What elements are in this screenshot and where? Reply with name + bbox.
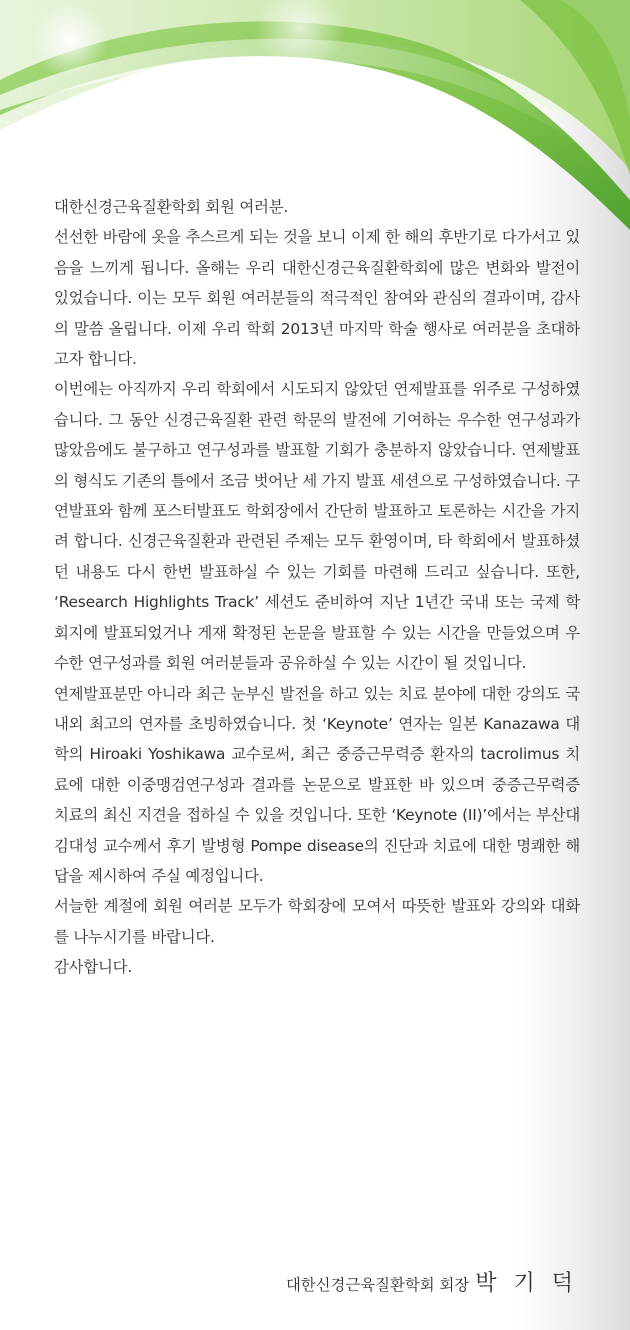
letter-salutation: 대한신경근육질환학회 회원 여러분. [54,198,289,216]
letter-paragraph: 연제발표분만 아니라 최근 눈부신 발전을 하고 있는 치료 분야에 대한 강의도 국내외 최고의 연자를 초빙하였습니다. 첫 ‘Keynote’ 연자는 일본 Kanazawa 대학의 Hiroaki Yoshikawa 교수로써, 최근 중증근무력증 환자의 tacrolimus 치료에 대한 이중맹검연구성과 결과를 논문으로 발표한 바 있으며 중증근무력증 치료의 최신 지견을 접하실 수 있을 것입니다. 또한 ‘Keynote (II)’에서는 부산대 김대성 교수께서 후기 발병형 Pompe disease의 진단과 치료에 대한 명쾌한 해답을 제시하여 주실 예정입니다. [54,684,580,885]
signature-name: 박 기 덕 [475,1271,578,1296]
letter-closing: 감사합니다. [54,958,133,977]
signature-title: 대한신경근육질환학회 회장 [285,1276,470,1294]
letter-paragraph: 서늘한 계절에 회원 여러분 모두가 학회장에 모여서 따뜻한 발표와 강의와 대화를 나누시기를 바랍니다. [54,897,580,946]
letter-paragraph: 이번에는 아직까지 우리 학회에서 시도되지 않았던 연제발표를 위주로 구성하였습니다. 그 동안 신경근육질환 관련 학문의 발전에 기여하는 우수한 연구성과가 많았음에도 불구하고 연구성과를 발표할 기회가 충분하지 않았습니다. 연제발표의 형식도 기존의 틀에서 조금 벗어난 세 가지 발표 세션으로 구성하였습니다. 구연발표와 함께 포스터발표도 학회장에서 간단히 발표하고 토론하는 시간을 가지려 합니다. 신경근육질환과 관련된 주제는 모두 환영이며, 타 학회에서 발표하셨던 내용도 다시 한번 발표하실 수 있는 기회를 마련해 드리고 싶습니다. 또한, ‘Research Highlights Track’ 세션도 준비하여 지난 1년간 국내 또는 국제 학회지에 발표되었거나 게재 확정된 논문을 발표할 수 있는 시간을 만들었으며 우수한 연구성과를 회원 여러분들과 공유하실 수 있는 시간이 될 것입니다. [54,380,580,673]
letter-paragraph: 선선한 바람에 옷을 추스르게 되는 것을 보니 이제 한 해의 후반기로 다가서고 있음을 느끼게 됩니다. 올해는 우리 대한신경근육질환학회에 많은 변화와 발전이 있었습니다. 이는 모두 회원 여러분들의 적극적인 참여와 관심의 결과이며, 감사의 말씀 올립니다. 이제 우리 학회 2013년 마지막 학술 행사로 여러분을 초대하고자 합니다. [54,228,580,369]
signature [286,1266,578,1297]
letter-body [54,192,580,983]
